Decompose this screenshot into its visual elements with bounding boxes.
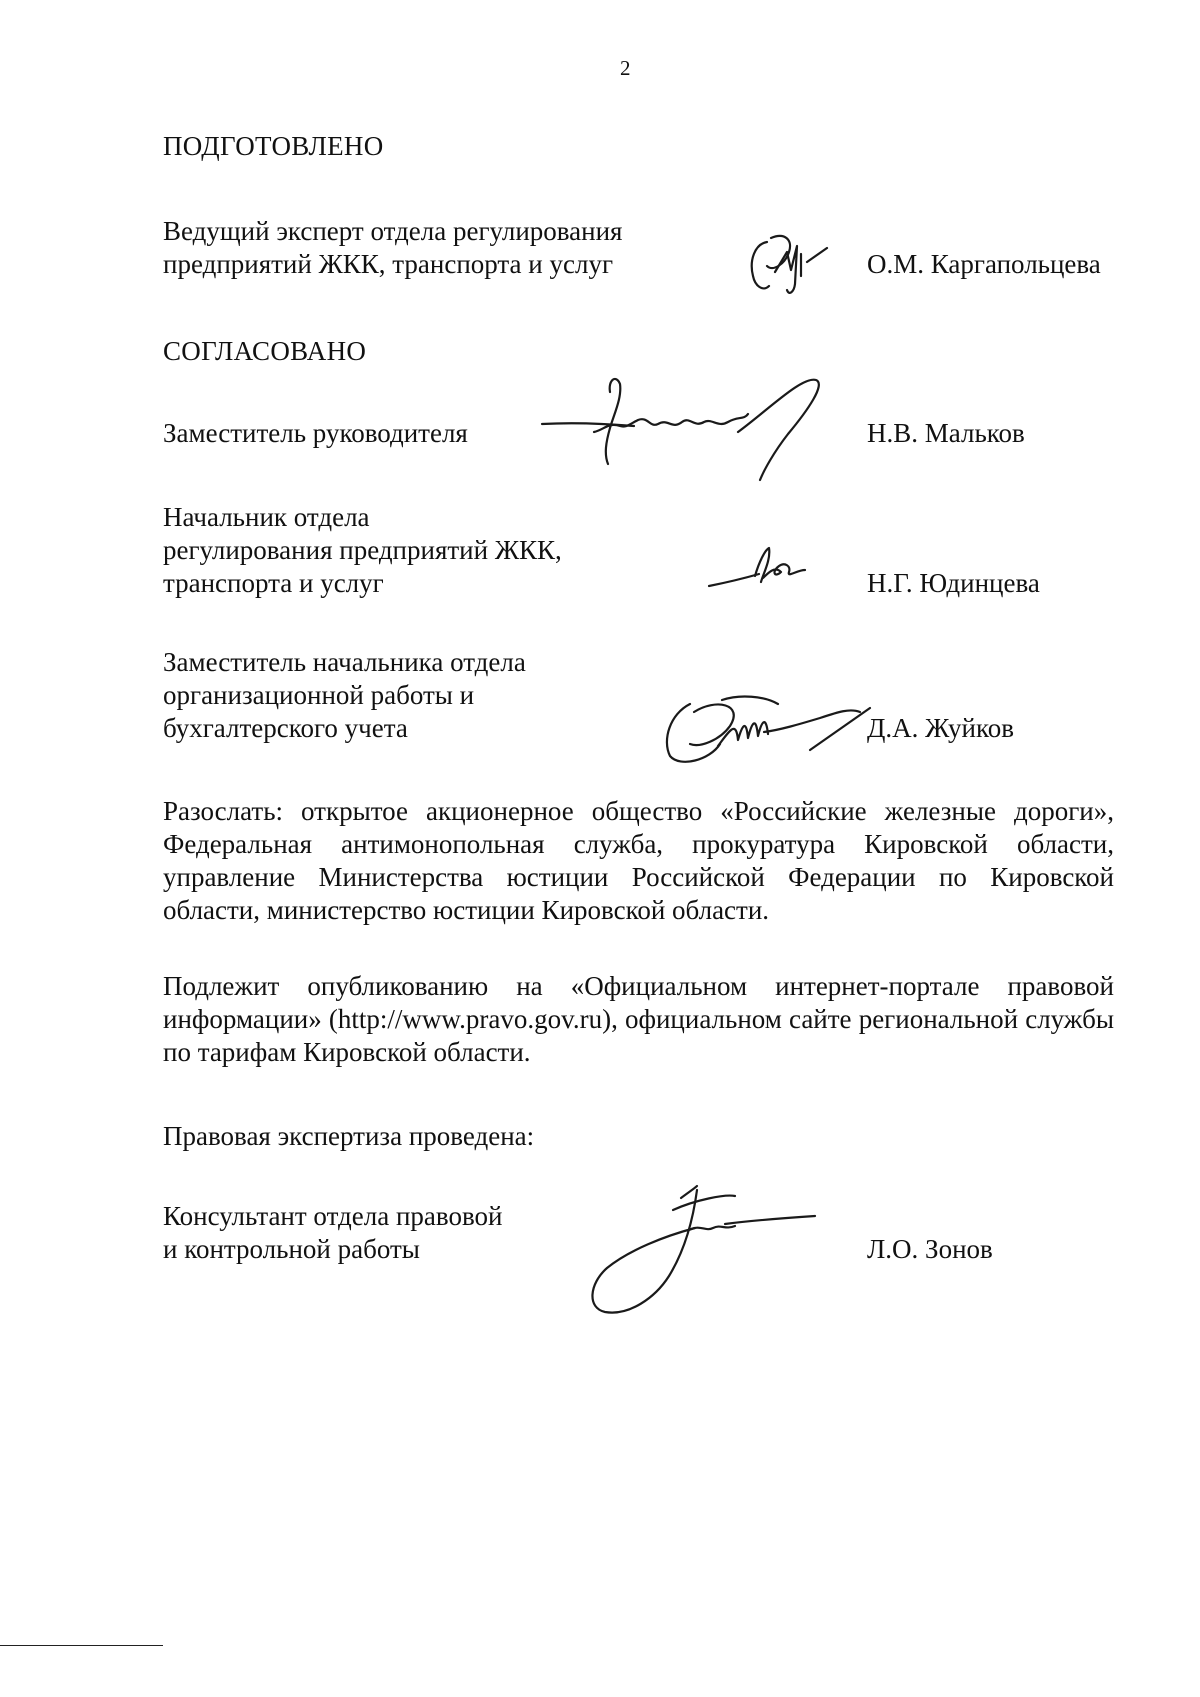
footnote-separator	[0, 1645, 163, 1646]
yudintseva-name: Н.Г. Юдинцева	[867, 568, 1040, 598]
prepared-role-line-1: Ведущий эксперт отдела регулирования	[163, 216, 623, 246]
malkov-role-line-1: Заместитель руководителя	[163, 418, 468, 448]
distribution-text: Разослать: открытое акционерное общество «Российские железные дороги», Федеральная антимонопольная служба, прокуратура Кировской области, управление Министерства юстиции Российской Федерации по Кировской области, министерство юстиции Кировской области.	[163, 796, 1114, 925]
zonov-role-line-1: Консультант отдела правовой	[163, 1201, 503, 1231]
publication-text: Подлежит опубликованию на «Официальном интернет-портале правовой информации» (http://www.pravo.gov.ru), официальном сайте региональной службы по тарифам Кировской области.	[163, 971, 1114, 1067]
signature-kargapoltseva	[745, 232, 835, 304]
zhuikov-name: Д.А. Жуйков	[867, 713, 1014, 743]
prepared-role-line-2: предприятий ЖКК, транспорта и услуг	[163, 249, 614, 279]
zonov-name: Л.О. Зонов	[867, 1234, 993, 1264]
malkov-name: Н.В. Мальков	[867, 418, 1025, 448]
publication-paragraph	[163, 970, 1114, 1069]
yudintseva-role-line-2: регулирования предприятий ЖКК,	[163, 535, 562, 565]
zonov-role-line-2: и контрольной работы	[163, 1234, 420, 1264]
prepared-heading: ПОДГОТОВЛЕНО	[163, 131, 384, 161]
legal-review-heading: Правовая экспертиза проведена:	[163, 1121, 535, 1151]
zhuikov-role-line-2: организационной работы и	[163, 680, 475, 710]
yudintseva-role-line-3: транспорта и услуг	[163, 568, 384, 598]
prepared-signatory-name: О.М. Каргапольцева	[867, 249, 1101, 279]
zhuikov-role-line-1: Заместитель начальника отдела	[163, 647, 526, 677]
signature-zhuikov	[660, 690, 880, 770]
agreed-heading: СОГЛАСОВАНО	[163, 336, 367, 366]
signature-zonov	[585, 1180, 825, 1330]
signature-yudintseva	[705, 542, 815, 594]
zhuikov-role-line-3: бухгалтерского учета	[163, 713, 408, 743]
signature-malkov	[538, 370, 838, 490]
distribution-paragraph	[163, 795, 1114, 927]
page-number: 2	[620, 56, 631, 80]
yudintseva-role-line-1: Начальник отдела	[163, 502, 370, 532]
